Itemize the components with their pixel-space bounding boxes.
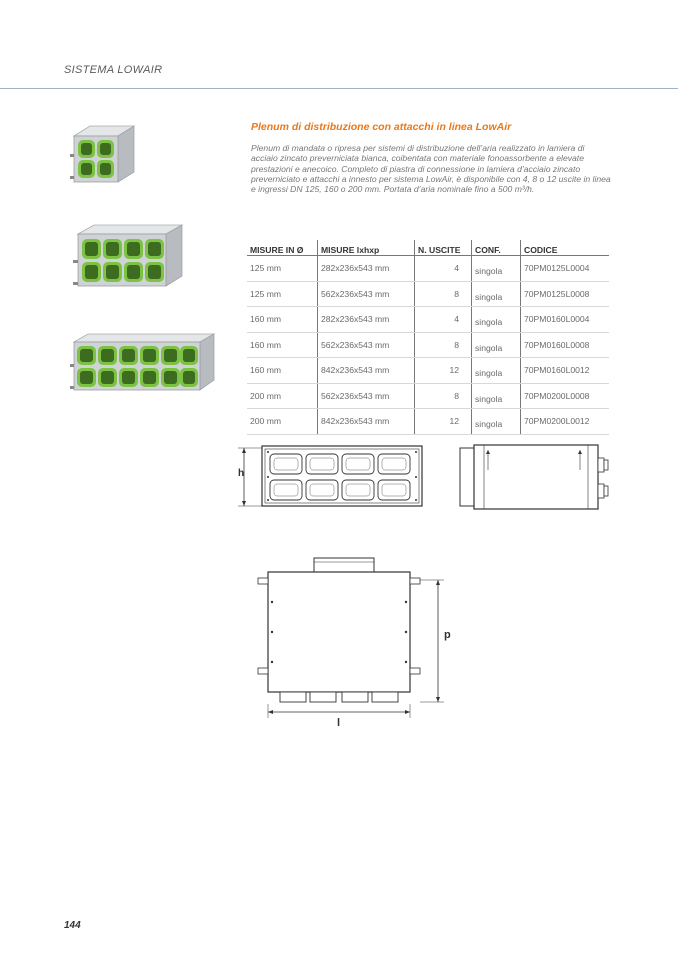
depth-label: p [444,629,451,641]
cell-code: 70PM0200L0012 [521,409,610,435]
cell-config: singola [472,383,521,409]
cell-code: 70PM0125L0004 [521,256,610,282]
cell-config: singola [472,409,521,435]
cell-config: singola [472,358,521,384]
column-header-code: CODICE [521,240,610,256]
cell-outlets: 4 [415,256,472,282]
cell-dimensions: 562x236x543 mm [318,281,415,307]
column-header-config: CONF. [472,240,521,256]
cell-code: 70PM0160L0008 [521,332,610,358]
cell-config: singola [472,332,521,358]
cell-diameter: 125 mm [247,256,318,282]
table-row [247,281,609,307]
cell-dimensions: 282x236x543 mm [318,307,415,333]
cell-outlets: 12 [415,358,472,384]
cell-diameter: 200 mm [247,409,318,435]
product-spec-table [247,240,609,435]
cell-code: 70PM0160L0012 [521,358,610,384]
cell-outlets: 12 [415,409,472,435]
product-title: Plenum di distribuzione con attacchi in linea LowAir [251,121,512,133]
cell-dimensions: 282x236x543 mm [318,256,415,282]
column-header-diameter: MISURE IN Ø [247,240,318,256]
header-divider [0,88,678,89]
cell-config: singola [472,256,521,282]
cell-outlets: 8 [415,281,472,307]
length-label: l [337,717,341,729]
column-header-dimensions: MISURE lxhxp [318,240,415,256]
table-row [247,307,609,333]
table-row [247,358,609,384]
cell-dimensions: 842x236x543 mm [318,409,415,435]
cell-diameter: 160 mm [247,332,318,358]
cell-code: 70PM0200L0008 [521,383,610,409]
cell-outlets: 4 [415,307,472,333]
table-row [247,332,609,358]
table-row [247,256,609,282]
cell-outlets: 8 [415,383,472,409]
cell-code: 70PM0160L0004 [521,307,610,333]
height-label: h [238,468,245,479]
cell-config: singola [472,307,521,333]
table-row [247,383,609,409]
cell-dimensions: 562x236x543 mm [318,383,415,409]
cell-code: 70PM0125L0008 [521,281,610,307]
section-header: SISTEMA LOWAIR [64,64,163,76]
plenum-4-outlets-photo [68,122,138,186]
product-description: Plenum di mandata o ripresa per sistemi di distribuzione dell’aria realizzato in lamiera di acciaio zincato preverniciata bianca, coibentata con materiale fonoassorbente a elevate prestazioni e anecoico. Completo di piastra di connessione in lamiera d’acciaio zincato preverniciato e attacchi a innesto per sistema LowAir, è disponibile con 4, 8 o 12 uscite in linea e ingressi DN 125, 160 o 200 mm. Portata d’aria nominale fino a 500 m³/h. [251,143,611,195]
cell-diameter: 200 mm [247,383,318,409]
side-view-drawing [456,440,616,516]
cell-diameter: 125 mm [247,281,318,307]
cell-diameter: 160 mm [247,307,318,333]
cell-dimensions: 842x236x543 mm [318,358,415,384]
top-view-drawing [248,552,468,730]
cell-config: singola [472,281,521,307]
table-row [247,409,609,435]
cell-diameter: 160 mm [247,358,318,384]
cell-dimensions: 562x236x543 mm [318,332,415,358]
table-header-row [247,240,609,256]
front-view-drawing [232,440,432,518]
plenum-12-outlets-photo [68,332,218,396]
page-number: 144 [64,920,81,931]
column-header-outlets: N. USCITE [415,240,472,256]
cell-outlets: 8 [415,332,472,358]
plenum-8-outlets-photo [70,222,185,292]
